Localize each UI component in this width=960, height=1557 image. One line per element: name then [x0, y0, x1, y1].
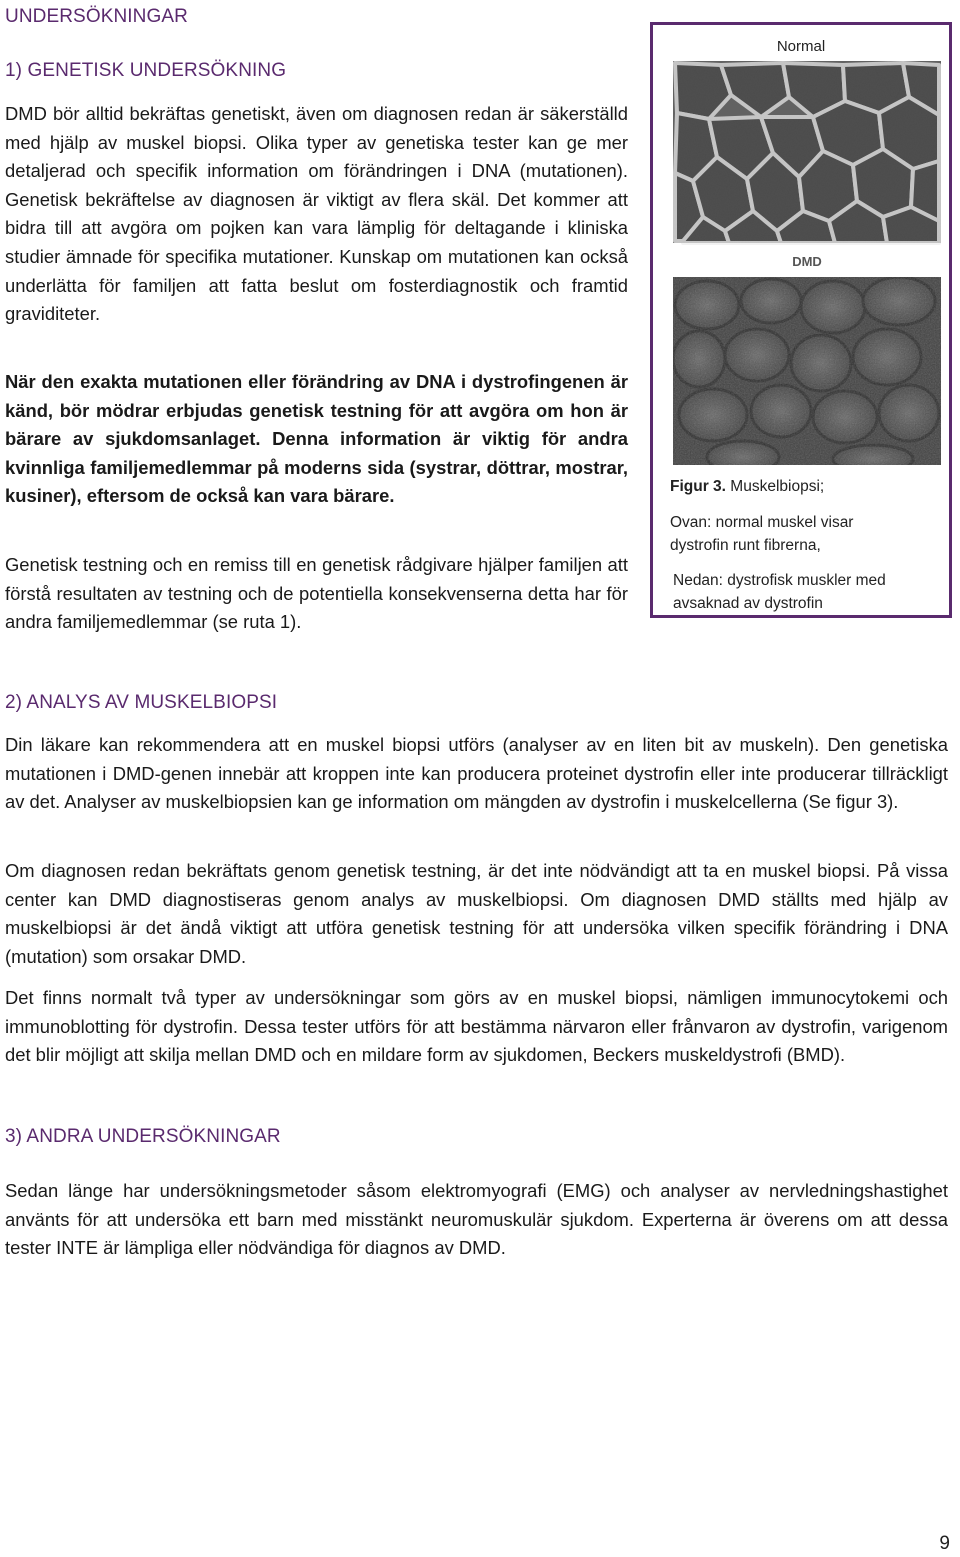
- paragraph-biopsy-3: Det finns normalt två typer av undersökningar som görs av en muskel biopsi, nämligen immunocytokemi och immunoblotting för dystrofin. Dessa tester utförs för att bestämma närvaron eller frånvaron av dystrofin, varigenom det blir möjligt att skilja mellan DMD och en mildare form av sjukdomen, Beckers muskeldystrofi (BMD).: [5, 987, 948, 1066]
- paragraph-biopsy-1: Din läkare kan rekommendera att en muskel biopsi utförs (analyser av en liten bit av muskeln). Den genetiska mutationen i DMD-genen innebär att kroppen inte kan producera proteinet dystrofin eller inte producerar tillräckligt av det. Analyser av muskelbiopsien kan ge information om mängden av dystrofin i muskelcellerna (Se figur 3).: [5, 734, 948, 813]
- figure-caption-subject: Muskelbiopsi;: [725, 478, 825, 495]
- figure-caption-title: [670, 475, 824, 498]
- paragraph-other-1: Sedan länge har undersökningsmetoder såsom elektromyografi (EMG) och analyser av nervledningshastighet använts för att undersöka ett barn med misstänkt neuromuskulär sjukdom. Experterna är överens om att dessa tester INTE är lämpliga eller nödvändiga för diagnos av DMD.: [5, 1180, 948, 1259]
- figure-normal-label: Normal: [776, 38, 826, 55]
- normal-muscle-micrograph: [673, 61, 941, 273]
- paragraph-biopsy-2: Om diagnosen redan bekräftats genom genetisk testning, är det inte nödvändigt att ta en muskel biopsi. På vissa center kan DMD diagnostiseras genom analys av muskelbiopsi. Om diagnosen DMD ställts med hjälp av muskelbiopsi är det ändå viktigt att utföra genetisk testning för att undersöka vilken specifik förändring i DNA (mutation) som orsakar DMD.: [5, 860, 948, 967]
- paragraph-genetic-3: Genetisk testning och en remiss till en genetisk rådgivare hjälper familjen att förstå resultaten av testning och de potentiella konsekvenserna detta har för andra familjemedlemmar (se ruta 1).: [5, 554, 628, 633]
- paragraph-genetic-1: DMD bör alltid bekräftas genetiskt, även om diagnosen redan är säkerställd med hjälp av muskel biopsi. Olika typer av genetiska tester kan ge mer detaljerad och specifik information om förändringen i DNA (mutationen). Genetisk bekräftelse av diagnosen är viktigt av flera skäl. Det kommer att bidra till att avgöra om pojken kan vara lämplig för deltagande i kliniska studier ämnade för specifika mutationer. Kunskap om mutationen kan också underlätta för familjen att fatta beslut om fosterdiagnostik och framtid graviditeter.: [5, 103, 628, 325]
- paragraph-genetic-2: När den exakta mutationen eller förändring av DNA i dystrofingenen är känd, bör mödrar erbjudas genetisk testning för att avgöra om hon är bärare av sjukdomsanlaget. Denna information är viktig för andra kvinnliga familjemedlemmar på moderns sida (systrar, döttrar, mostrar, kusiner), eftersom de också kan vara bärare.: [5, 371, 628, 507]
- section-heading-genetic: 1) GENETISK UNDERSÖKNING: [5, 60, 287, 81]
- figure-3-box: [650, 22, 952, 618]
- dmd-muscle-micrograph: [673, 277, 941, 465]
- figure-caption-number: Figur 3.: [670, 478, 726, 495]
- page-number: 9: [939, 1533, 950, 1554]
- section-heading-biopsy: 2) ANALYS AV MUSKELBIOPSI: [5, 692, 278, 713]
- figure-dmd-label: DMD: [792, 254, 822, 269]
- page-title: UNDERSÖKNINGAR: [5, 6, 188, 27]
- figure-caption-normal: Ovan: normal muskel visar dystrofin runt fibrerna,: [670, 514, 854, 554]
- section-heading-other: 3) ANDRA UNDERSÖKNINGAR: [5, 1126, 281, 1147]
- figure-caption-dmd: Nedan: dystrofisk muskler med avsaknad av dystrofin: [673, 572, 886, 612]
